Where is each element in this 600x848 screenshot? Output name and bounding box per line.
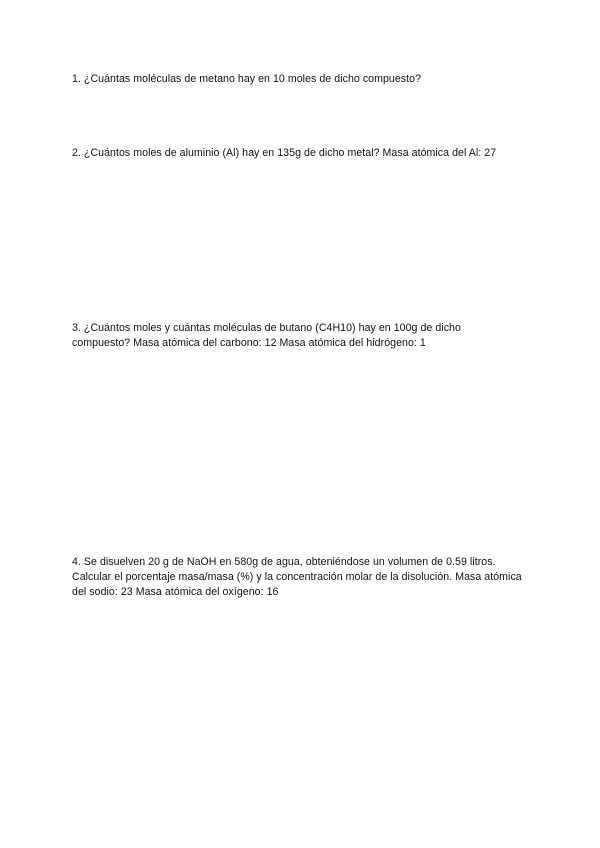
question-3: 3. ¿Cuántos moles y cuántas moléculas de butano (C4H10) hay en 100g de dicho compuesto? Masa atómica del carbono: 12 Masa atómica del hidrógeno: 1 xyxy=(72,322,461,349)
question-2: 2. ¿Cuántos moles de aluminio (Al) hay en 135g de dicho metal? Masa atómica del Al: 27 xyxy=(72,147,497,159)
question-1: 1. ¿Cuántas moléculas de metano hay en 10 moles de dicho compuesto? xyxy=(72,73,422,85)
question-4: 4. Se disuelven 20 g de NaOH en 580g de agua, obteniéndose un volumen de 0.59 litros. Calcular el porcentaje masa/masa (%) y la concentración molar de la disolución. Masa atómica del sodio: 23 Masa atómica del oxígeno: 16 xyxy=(72,556,522,598)
